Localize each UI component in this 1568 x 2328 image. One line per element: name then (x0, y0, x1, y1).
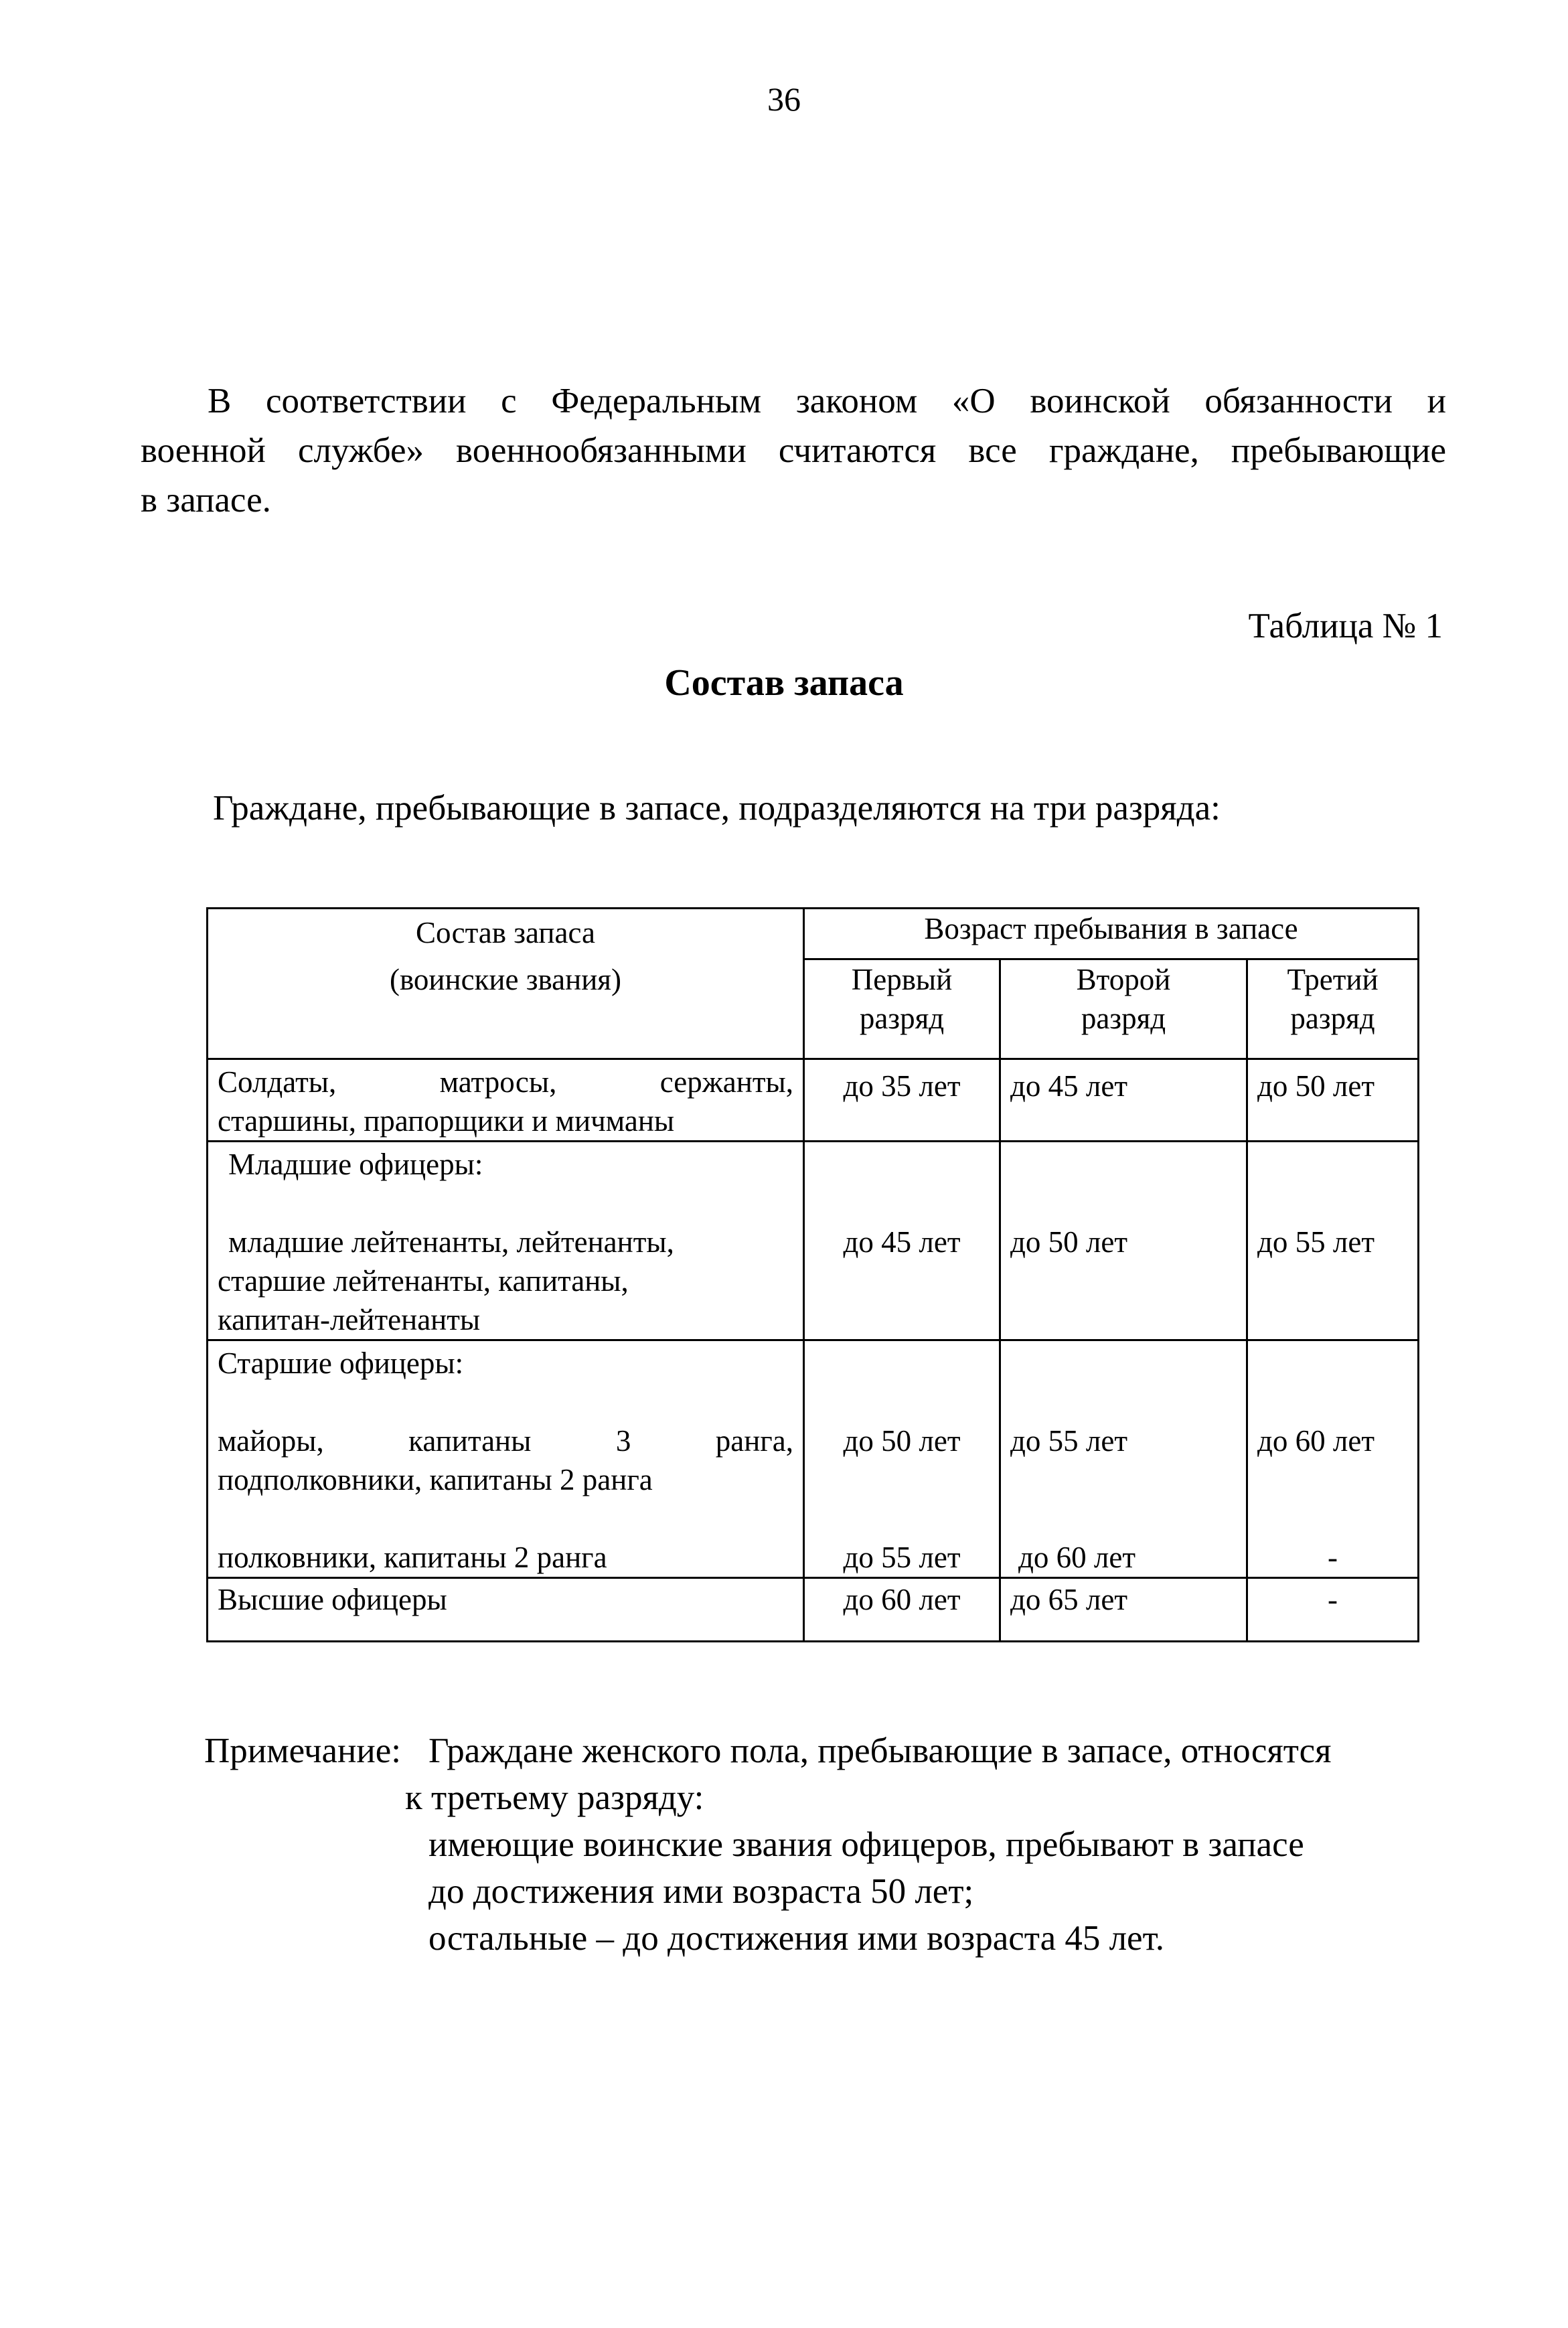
senior-officers-sub1-first: до 50 лет (843, 1424, 961, 1458)
senior-officers-sub1-second: до 55 лет (1010, 1424, 1127, 1458)
junior-officers-line1: младшие лейтенанты, лейтенанты, (228, 1225, 674, 1259)
header-ranks-label: (воинские звания) (390, 963, 621, 996)
senior-officers-sub1-line1: майоры, капитаны 3 ранга, (218, 1424, 793, 1458)
soldiers-line2: старшины, прапорщики и мичманы (218, 1104, 675, 1138)
intro-paragraph (141, 376, 1446, 525)
table-row (208, 1340, 1419, 1578)
note-label: Примечание: (204, 1731, 402, 1770)
page-number: 36 (767, 80, 801, 118)
senior-command-first: до 60 лет (804, 1578, 1000, 1642)
junior-officers-third-value: до 55 лет (1257, 1225, 1375, 1259)
junior-officers-line2: старшие лейтенанты, капитаны, (218, 1264, 629, 1298)
header-age-group: Возраст пребывания в запасе (804, 909, 1419, 959)
junior-officers-line3: капитан-лейтенанты (218, 1303, 481, 1336)
table-header-row (208, 909, 1419, 959)
soldiers-second: до 45 лет (1000, 1059, 1247, 1142)
soldiers-third: до 50 лет (1247, 1059, 1419, 1142)
note-line-4: до достижения ими возраста 50 лет; (428, 1872, 974, 1911)
senior-officers-sub2-label: полковники, капитаны 2 ранга (218, 1541, 607, 1574)
header-composition-cell (208, 909, 804, 1059)
senior-officers-second (1000, 1340, 1247, 1578)
second-category-line2: разряд (1081, 1002, 1166, 1036)
senior-officers-sub1-line2: подполковники, капитаны 2 ранга (218, 1463, 653, 1496)
intro-line-2: военной службе» военнообязанными считаются все граждане, пребывающие (141, 431, 1446, 470)
intro-line-3: в запасе. (141, 481, 271, 520)
row-senior-officers-label (208, 1340, 804, 1578)
soldiers-line1: Солдаты, матросы, сержанты, (218, 1065, 793, 1099)
note-line-2: к третьему разряду: (405, 1778, 704, 1817)
note-line-3: имеющие воинские звания офицеров, пребывают в запасе (428, 1825, 1304, 1864)
table-title: Состав запаса (664, 662, 904, 704)
senior-officers-heading: Старшие офицеры: (218, 1346, 464, 1380)
header-second-category (1000, 959, 1247, 1059)
senior-command-second: до 65 лет (1000, 1578, 1247, 1642)
third-category-line2: разряд (1290, 1002, 1375, 1036)
table-row (208, 1142, 1419, 1340)
row-junior-officers-label (208, 1142, 804, 1340)
note-line-1: Граждане женского пола, пребывающие в запасе, относятся (428, 1731, 1332, 1770)
table-number: Таблица № 1 (1248, 607, 1443, 645)
junior-officers-second-value: до 50 лет (1010, 1225, 1127, 1259)
table-row (208, 1578, 1419, 1642)
header-third-category (1247, 959, 1419, 1059)
third-category-line1: Третий (1287, 963, 1379, 997)
header-first-category (804, 959, 1000, 1059)
row-soldiers-label (208, 1059, 804, 1142)
senior-officers-sub1-third: до 60 лет (1257, 1424, 1375, 1458)
senior-officers-sub2-first: до 55 лет (843, 1541, 961, 1574)
junior-officers-first-value: до 45 лет (843, 1225, 961, 1259)
lead-text: Граждане, пребывающие в запасе, подразделяются на три разряда: (213, 789, 1221, 828)
note-line-5: остальные – до достижения ими возраста 45 лет. (428, 1919, 1164, 1958)
junior-officers-heading: Младшие офицеры: (228, 1148, 483, 1181)
senior-officers-sub2-third: - (1328, 1541, 1338, 1574)
junior-officers-first (804, 1142, 1000, 1340)
header-composition-label: Состав запаса (415, 916, 595, 949)
junior-officers-second (1000, 1142, 1247, 1340)
reserve-table (206, 907, 1419, 1642)
table-row (208, 1059, 1419, 1142)
first-category-line1: Первый (851, 963, 953, 997)
soldiers-first: до 35 лет (804, 1059, 1000, 1142)
senior-command-third: - (1247, 1578, 1419, 1642)
first-category-line2: разряд (859, 1002, 945, 1036)
senior-officers-first (804, 1340, 1000, 1578)
senior-command-line1: Высшие офицеры (218, 1583, 447, 1616)
intro-line-1: В соответствии с Федеральным законом «О воинской обязанности и (208, 382, 1446, 420)
row-senior-command-label (208, 1578, 804, 1642)
senior-officers-sub2-second: до 60 лет (1018, 1541, 1135, 1574)
junior-officers-third (1247, 1142, 1419, 1340)
second-category-line1: Второй (1076, 963, 1171, 997)
senior-officers-third (1247, 1340, 1419, 1578)
